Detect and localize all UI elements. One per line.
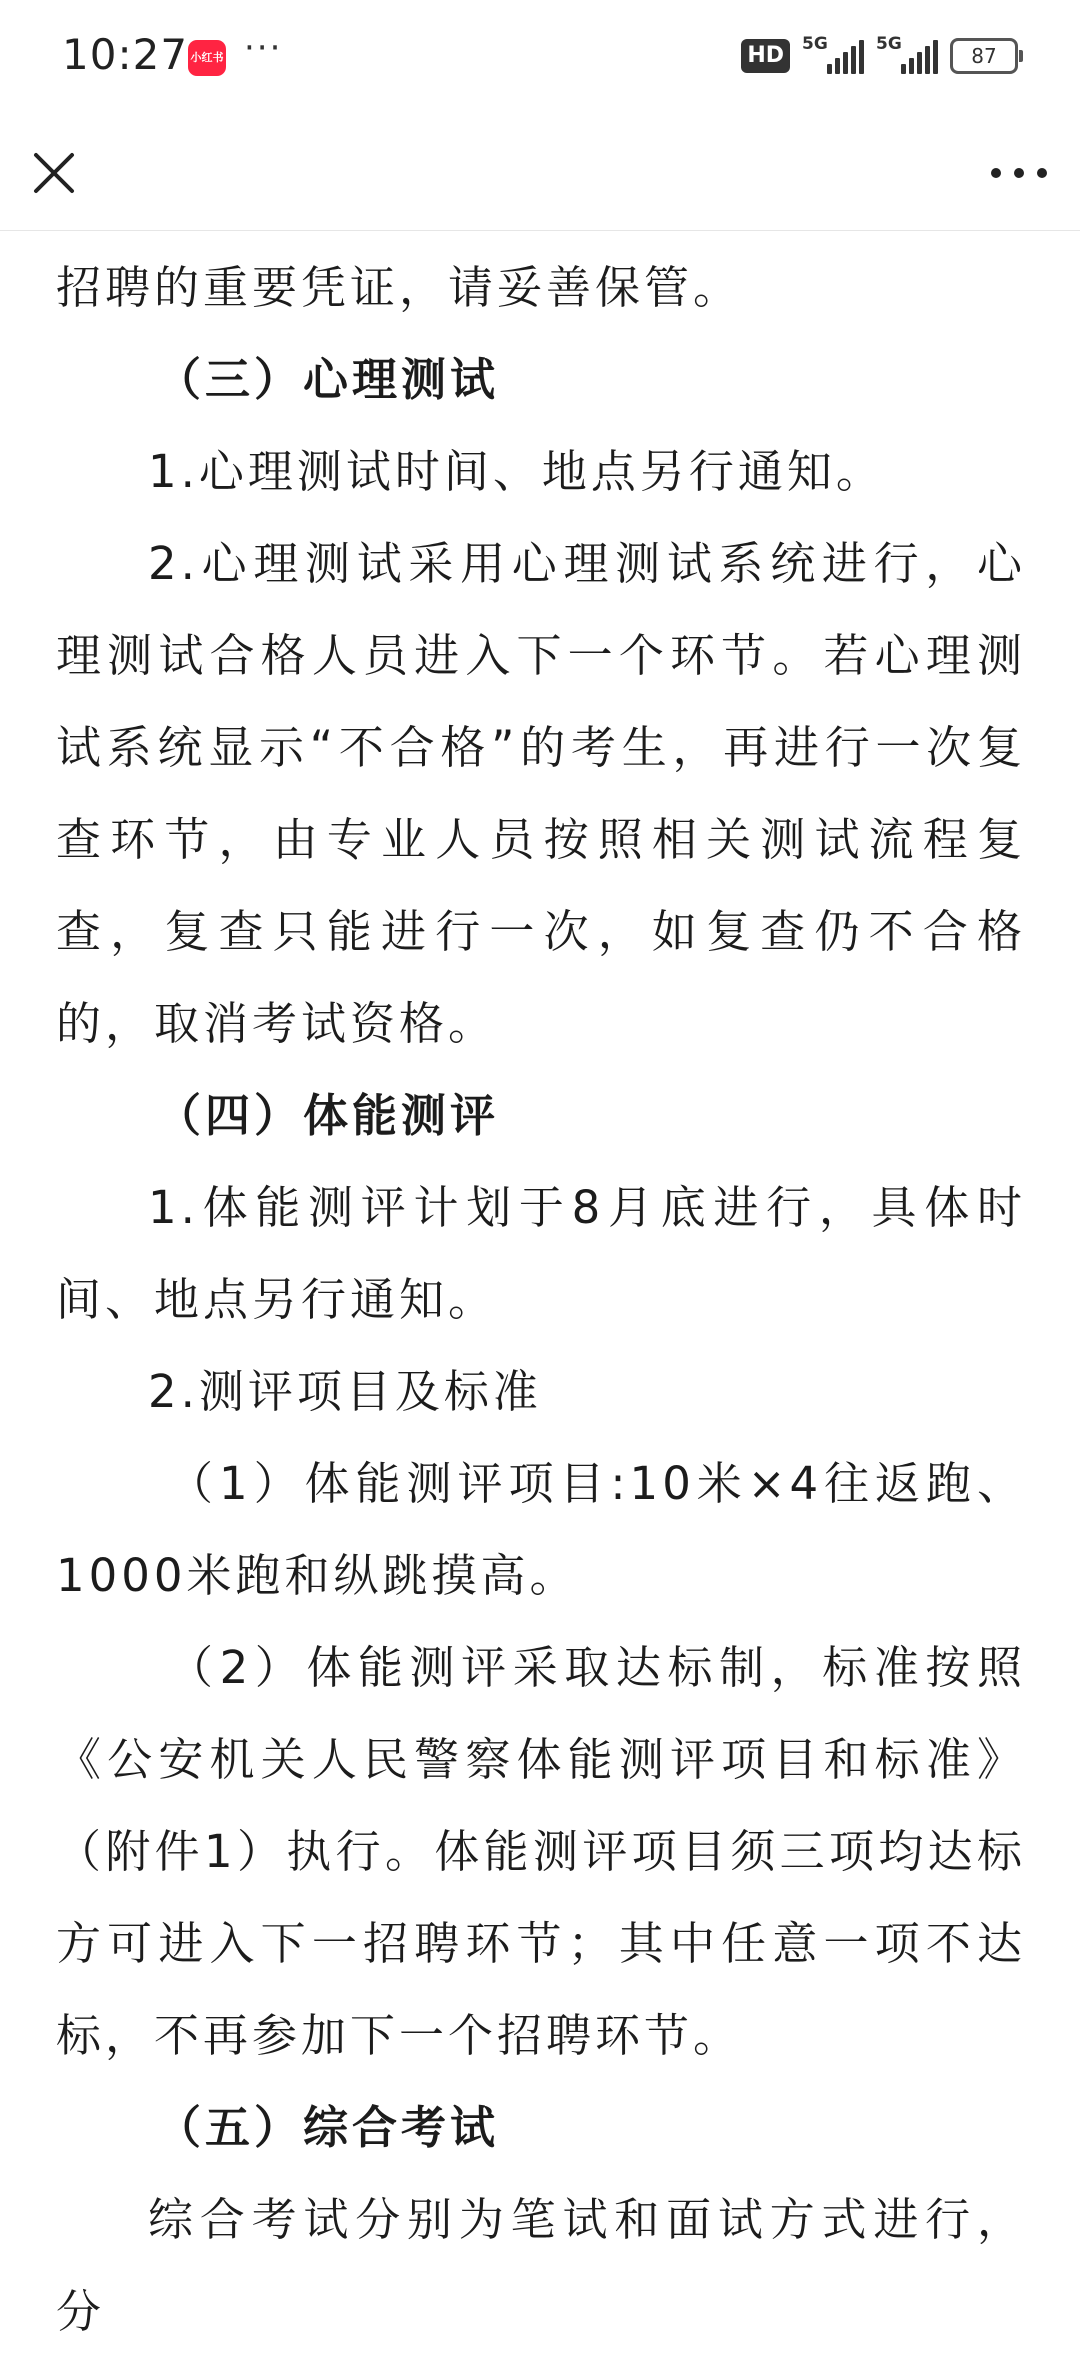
status-time: 10:27 [62, 30, 189, 79]
xiaohongshu-app-icon: 小红书 [188, 40, 226, 76]
status-bar [0, 0, 1080, 115]
battery-icon: 87 [950, 38, 1018, 74]
top-nav-bar [0, 115, 1080, 231]
article-paragraph: 1.体能测评计划于8月底进行，具体时间、地点另行通知。 [56, 1181, 1026, 1326]
notification-more-icon: ··· [244, 28, 283, 68]
section-heading: （三）心理测试 [156, 353, 500, 406]
more-icon [984, 145, 1054, 201]
article-paragraph: （1）体能测评项目:10米×4往返跑、1000米跑和纵跳摸高。 [56, 1457, 1026, 1602]
section-heading: （五）综合考试 [156, 2101, 500, 2154]
article-paragraph: （2）体能测评采取达标制，标准按照《公安机关人民警察体能测评项目和标准》（附件1）执行。体能测评项目须三项均达标方可进入下一招聘环节；其中任意一项不达标，不再参加下一个招聘环节。 [56, 1641, 1026, 2062]
status-indicators [741, 36, 1018, 76]
article-paragraph: 综合考试分别为笔试和面试方式进行，分 [56, 2193, 1026, 2338]
article-paragraph: 招聘的重要凭证，请妥善保管。 [56, 261, 743, 314]
close-button[interactable] [26, 145, 82, 201]
article-scroll-area[interactable] [0, 196, 1080, 2338]
signal-2-icon [876, 34, 938, 74]
close-icon [26, 145, 82, 201]
hd-voice-icon: HD [741, 39, 790, 73]
network-type-label: 5G [876, 34, 902, 54]
signal-1-icon [802, 34, 864, 74]
article-body [56, 196, 1026, 2358]
article-paragraph: 1.心理测试时间、地点另行通知。 [148, 445, 885, 498]
article-paragraph: 2.心理测试采用心理测试系统进行，心理测试合格人员进入下一个环节。若心理测试系统显示“不合格”的考生，再进行一次复查环节，由专业人员按照相关测试流程复查，复查只能进行一次，如复查仍不合格的，取消考试资格。 [56, 537, 1026, 1050]
article-paragraph: 2.测评项目及标准 [148, 1365, 542, 1418]
section-heading: （四）体能测评 [156, 1089, 500, 1142]
more-options-button[interactable] [984, 145, 1054, 201]
network-type-label: 5G [802, 34, 828, 54]
